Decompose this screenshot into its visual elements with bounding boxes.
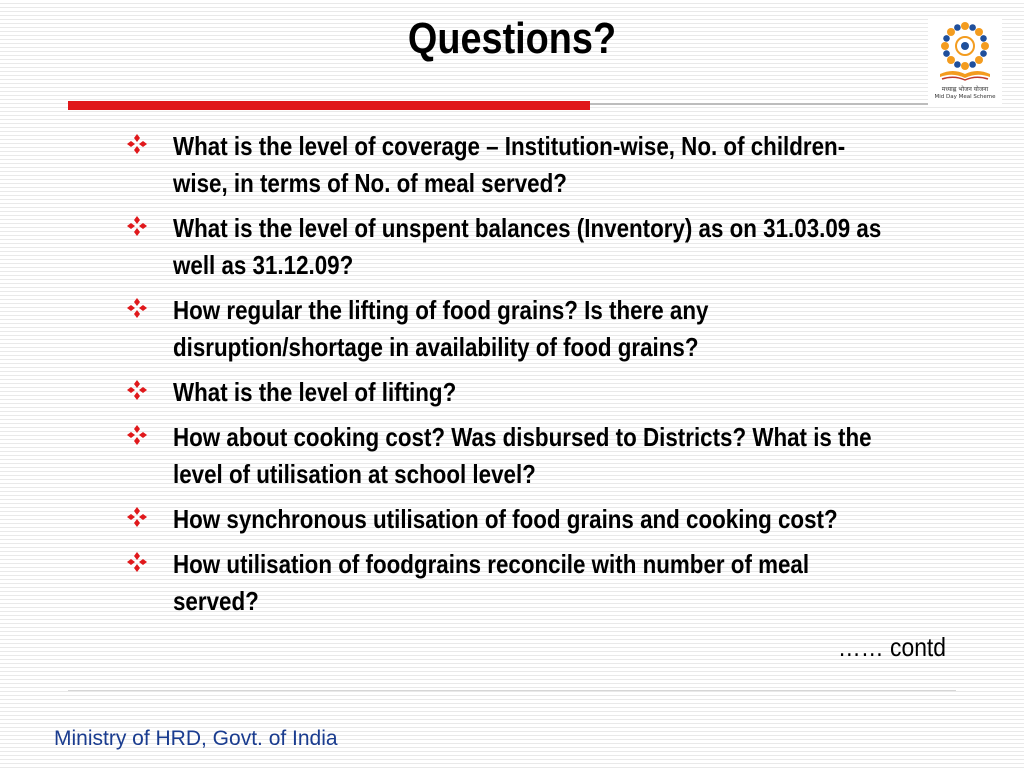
slide-title: Questions? (407, 14, 617, 63)
four-diamond-bullet-icon (126, 133, 148, 155)
question-text: How about cooking cost? Was disbursed to Districts? What is the level of utilisation at school level? (173, 422, 872, 489)
logo-emblem-icon (928, 17, 1002, 85)
question-text: How synchronous utilisation of food grains and cooking cost? (173, 504, 838, 534)
title-underline-red (68, 101, 590, 110)
four-diamond-bullet-icon (126, 506, 148, 528)
question-text: How regular the lifting of food grains? Is there any disruption/shortage in availability of food grains? (173, 295, 709, 362)
four-diamond-bullet-icon (126, 297, 148, 319)
four-diamond-bullet-icon (126, 215, 148, 237)
four-diamond-bullet-icon (126, 424, 148, 446)
question-list (118, 128, 968, 628)
list-item (118, 501, 968, 538)
list-item (118, 128, 968, 202)
question-text: What is the level of coverage – Institution-wise, No. of children-wise, in terms of No. of meal served? (173, 131, 846, 198)
logo-caption-hindi: मध्याह्न भोजन योजना (941, 86, 989, 93)
continuation-note: …… contd (837, 632, 946, 662)
footer-divider (68, 690, 956, 691)
question-text: What is the level of unspent balances (Inventory) as on 31.03.09 as well as 31.12.09? (173, 213, 882, 280)
footer-ministry-label: Ministry of HRD, Govt. of India (54, 727, 338, 750)
list-item (118, 419, 968, 493)
list-item (118, 546, 968, 620)
question-text: How utilisation of foodgrains reconcile with number of meal served? (173, 549, 810, 616)
list-item (118, 292, 968, 366)
question-text: What is the level of lifting? (173, 377, 457, 407)
four-diamond-bullet-icon (126, 551, 148, 573)
four-diamond-bullet-icon (126, 379, 148, 401)
logo-caption-english: Mid Day Meal Scheme (934, 94, 996, 100)
mid-day-meal-scheme-logo (928, 17, 1002, 105)
title-underline-grey (590, 103, 940, 105)
list-item (118, 210, 968, 284)
list-item (118, 374, 968, 411)
